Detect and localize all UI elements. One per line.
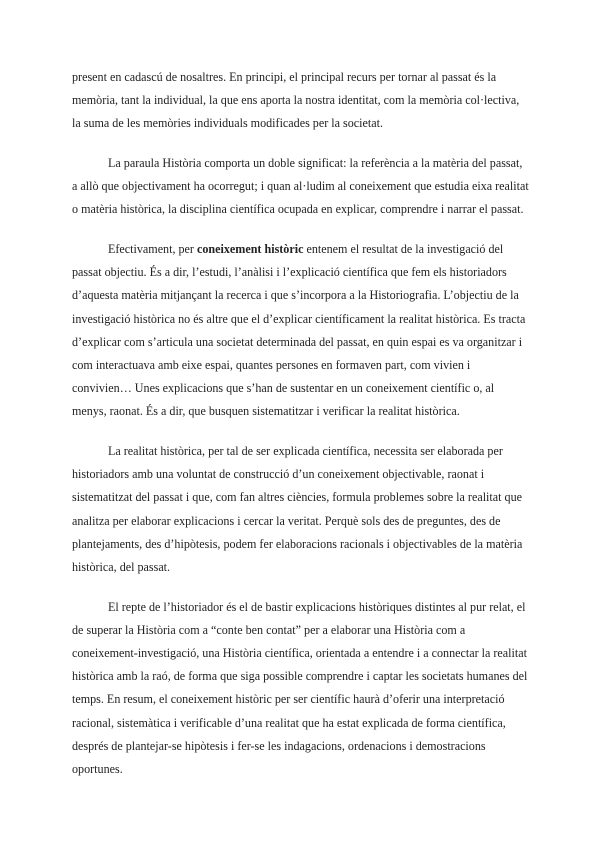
bold-term: coneixement històric [196, 242, 304, 256]
paragraph-1: present en cadascú de nosaltres. En principi, el principal recurs per tornar al passat és la memòria, tant la individual, la que ens aporta la nostra identitat, com la memòria col·lectiva, la suma de les memòries individuals modificades per la societat. [72, 70, 520, 131]
paragraph-3-lead: Efectivament, per [108, 242, 197, 256]
paragraph-4: La realitat històrica, per tal de ser explicada científica, necessita ser elaborada per historiadors amb una voluntat de construcció d’un coneixement objectivable, raonat i sistematitzat del passat i que, com fan altres ciències, formula problemes sobre la realitat que analitza per elaborar explicacions i cercar la veritat. Perquè sols des de preguntes, des de plantejaments, des d’hipòtesis, podem fer elaboracions racionals i objectivables de la matèria històrica, del passat. [72, 444, 523, 575]
paragraph-5: El repte de l’historiador és el de bastir explicacions històriques distintes al pur relat, el de superar la Història com a “conte ben contat” per a elaborar una Història com a coneixement-investigació, una Història científica, orientada a entendre i a connectar la realitat històrica amb la raó, de forma que siga possible comprendre i captar les societats humanes del temps. En resum, el coneixement històric per ser científic haurà d’oferir una interpretació racional, sistemàtica i verificable d’una realitat que ha estat explicada de forma científica, després de plantejar-se hipòtesis i fer-se les indagacions, ordenacions i demostracions oportunes. [72, 599, 528, 777]
paragraph-2: La paraula Història comporta un doble significat: la referència a la matèria del passat, a allò que objectivament ha ocorregut; i quan al·ludim al coneixement que estudia eixa realitat o matèria històrica, la disciplina científica ocupada en explicar, comprendre i narrar el passat. [72, 156, 529, 217]
paragraph-3-rest: entenem el resultat de la investigació del passat objectiu. És a dir, l’estudi, l’anàlisi i l’explicació científica que fem els historiadors d’aquesta matèria mitjançant la recerca i que s’incorpora a la Historiografia. L’objectiu de la investigació històrica no és altre que el d’explicar científicament la realitat històrica. Es tracta d’explicar com s’articula una societat determinada del passat, en quin espai es va organitzar i com interactuava amb eixe espai, quantes persones en formaven part, com vivien i convivien… Unes explicacions que s’han de sustentar en un coneixement científic o, al menys, raonat. És a dir, que busquen sistematitzar i verificar la realitat històrica. [72, 242, 526, 419]
paragraph-3 [72, 238, 530, 424]
document-page [72, 66, 530, 798]
